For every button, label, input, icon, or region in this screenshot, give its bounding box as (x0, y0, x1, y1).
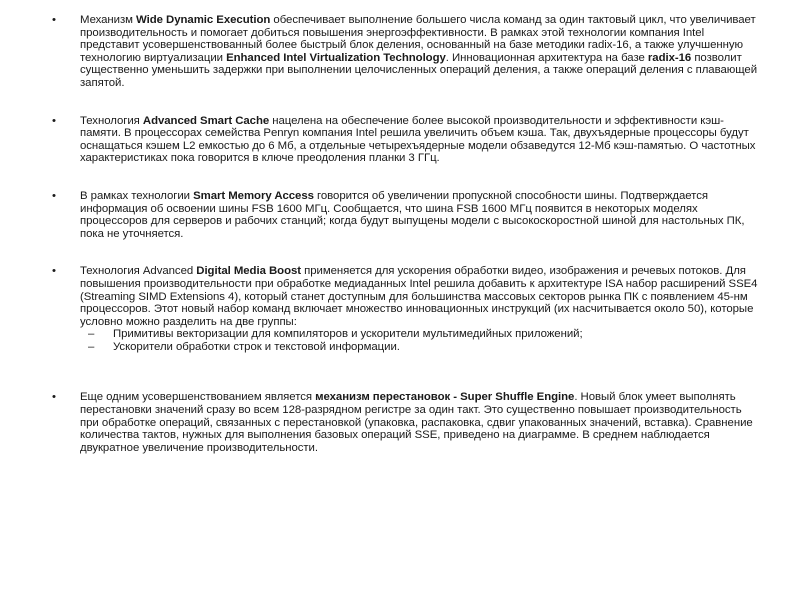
bullet-paragraph-wide-dynamic-execution (52, 14, 758, 90)
bold-term: Wide Dynamic Execution (136, 14, 271, 26)
text-run: говорится об увеличении пропускной способности шины. Подтверждается информация об освоении шины FSB 1600 МГц. Сообщается, что шина FSB 1600 МГц появится в некоторых моделях процессоров для серверов и рабочих станций; когда будут выпущены модели с высокоскоростной шиной для настольных ПК, пока не уточняется. (80, 189, 745, 240)
bold-term: Advanced Smart Cache (142, 114, 270, 127)
bold-term: Enhanced Intel Virtualization Technology (226, 51, 446, 64)
text-run: обеспечивает выполнение большего числа команд за один тактовый цикл, что увеличивает производительность и помогает добиться повышения энергоэффективности. В рамках этой технологии компания Intel представит усовершенствованный более быстрый блок деления, основанный на базе методики radix-16, а также улучшенную технологию виртуализации (80, 14, 756, 64)
bullet-marker: • (52, 114, 56, 127)
text-run: Механизм (80, 14, 137, 26)
dash-marker: – (88, 340, 95, 353)
dash-marker: – (88, 328, 95, 341)
text-run: . Новый блок умеет выполнять перестановки значений сразу во всем 128-разрядном регистре за один такт. Это существенно повышает производительность при обработке операций, связанных с перестановкой (упаковка, распаковка, сдвиг упакованных значений, вставка). Сравнение количества тактов, нужных для выполнения базовых операций SSE, приведено на диаграмме. В среднем наблюдается двукратное увеличение производительности. (80, 391, 753, 454)
bullet-marker: • (52, 14, 56, 26)
bold-term: Digital Media Boost (196, 265, 302, 278)
bullet-marker: • (52, 391, 56, 404)
bullet-list (0, 14, 800, 454)
bullet-paragraph-super-shuffle-engine (52, 391, 758, 454)
sub-list-item-text: Ускорители обработки строк и текстовой информации. (113, 340, 400, 353)
text-run: . Инновационная архитектура на базе (445, 51, 648, 64)
bullet-marker: • (52, 265, 56, 278)
bullet-paragraph-smart-memory-access (52, 189, 758, 240)
bullet-paragraph-advanced-smart-cache (52, 114, 758, 165)
text-run: Технология (80, 114, 143, 127)
text-run: В рамках технологии (80, 189, 194, 202)
sub-list (80, 328, 758, 353)
sub-list-item (80, 328, 758, 341)
bullet-paragraph-digital-media-boost (52, 265, 758, 353)
text-run: Технология Advanced (80, 265, 197, 278)
bold-term: Smart Memory Access (193, 189, 314, 202)
text-run: Еще одним усовершенствованием является (80, 391, 316, 404)
text-run: позволит существенно уменьшить задержки при выполнении целочисленных операций деления, а также операций деления с плавающей запятой. (80, 51, 758, 89)
text-run: нацелена на обеспечение более высокой производительности и эффективности кэш-памяти. В процессорах семейства Penryn компания Intel решила увеличить объем кэша. Так, двухъядерные процессоры будут оснащаться кэшем L2 емкостью до 6 Мб, а отдельные четырехъядерные модели обзаведутся 12-Мб кэш-памятью. О частотных характеристиках пока говорится в ключе преодоления планки 3 ГГц. (80, 114, 756, 165)
sub-list-item (80, 341, 758, 354)
bold-term: radix-16 (647, 51, 692, 64)
bullet-marker: • (52, 189, 56, 202)
sub-list-item-text: Примитивы векторизации для компиляторов и ускорители мультимедийных приложений; (113, 328, 583, 341)
text-run: применяется для ускорения обработки видео, изображения и речевых потоков. Для повышения производительности при обработке медиаданных Intel решила добавить к архитектуре ISA набор расширений SSE4 (Streaming SIMD Extensions 4), который станет доступным для большинства массовых секторов рынка ПК с появлением 45-нм процессоров. Этот новый набор команд включает множество инновационных инструкций (их насчитывается около 50), которые условно можно разделить на две группы: (80, 265, 758, 328)
bold-term: механизм перестановок - Super Shuffle Engine (315, 391, 575, 404)
